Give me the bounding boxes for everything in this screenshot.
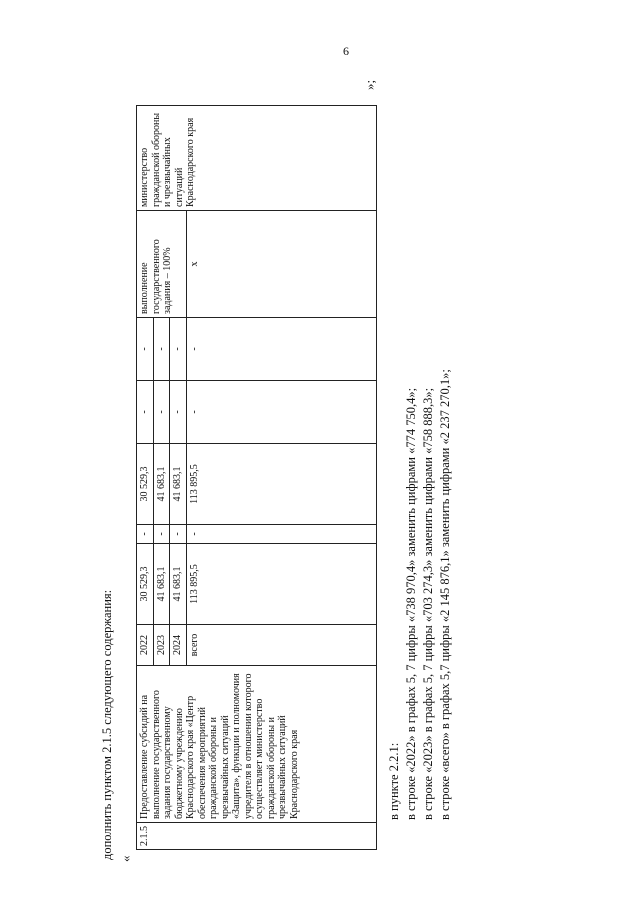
table-row	[137, 106, 154, 850]
regional-cell: 30 529,3	[137, 444, 154, 525]
year-cell: 2023	[153, 625, 170, 666]
amendment-line: в пункте 2.2.1:	[387, 742, 401, 820]
measure-name: Предоставление субсидий на выполнение государственного задания государственному бюджетному учреждению Краснодарского края «Центр обеспечения мероприятий гражданской обороны и чрезвычайных ситуаций «Защита», функции и полномочия учредителя в отношении которого осуществляет министерство гражданской обороны и чрезвычайных ситуаций Краснодарского края	[137, 666, 377, 823]
federal-cell: -	[170, 525, 187, 544]
regional-cell: 113 895,5	[186, 444, 376, 525]
total-cell: 41 683,1	[170, 544, 187, 625]
local-cell: -	[170, 381, 187, 444]
other-cell: -	[137, 318, 154, 381]
year-cell: 2024	[170, 625, 187, 666]
amendment-line: в строке «2022» в графах 5, 7 цифры «738 970,4» заменить цифрами «774 750,4»;	[404, 387, 418, 820]
indicator-total-cell: х	[186, 211, 376, 318]
local-cell: -	[137, 381, 154, 444]
regional-cell: 41 683,1	[170, 444, 187, 525]
row-number: 2.1.5	[137, 823, 377, 850]
regional-cell: 41 683,1	[153, 444, 170, 525]
amendment-lines	[386, 369, 454, 820]
local-cell: -	[186, 381, 376, 444]
total-cell: 30 529,3	[137, 544, 154, 625]
intro-text: дополнить пунктом 2.1.5 следующего содержания:	[100, 589, 114, 860]
year-cell: всего	[186, 625, 376, 666]
page-number: 6	[343, 44, 349, 58]
close-quote: »;	[362, 79, 377, 90]
total-cell: 113 895,5	[186, 544, 376, 625]
federal-cell: -	[137, 525, 154, 544]
program-table	[136, 105, 377, 850]
indicator-cell: выполнение государственного задания – 100%	[137, 211, 187, 318]
federal-cell: -	[153, 525, 170, 544]
local-cell: -	[153, 381, 170, 444]
amendment-line: в строке «2023» в графах 5, 7 цифры «703 274,3» заменить цифрами «758 888,3»;	[421, 387, 435, 820]
year-cell: 2022	[137, 625, 154, 666]
amendment-line: в строке «всего» в графах 5,7 цифры «2 145 876,1» заменить цифрами «2 237 270,1»;	[438, 369, 452, 820]
other-cell: -	[153, 318, 170, 381]
federal-cell: -	[186, 525, 376, 544]
other-cell: -	[170, 318, 187, 381]
open-quote: «	[118, 855, 133, 862]
rotated-content	[100, 80, 520, 860]
responsible-cell: министерство гражданской обороны и чрезвычайных ситуаций Краснодарского края	[137, 106, 377, 211]
total-cell: 41 683,1	[153, 544, 170, 625]
other-cell: -	[186, 318, 376, 381]
